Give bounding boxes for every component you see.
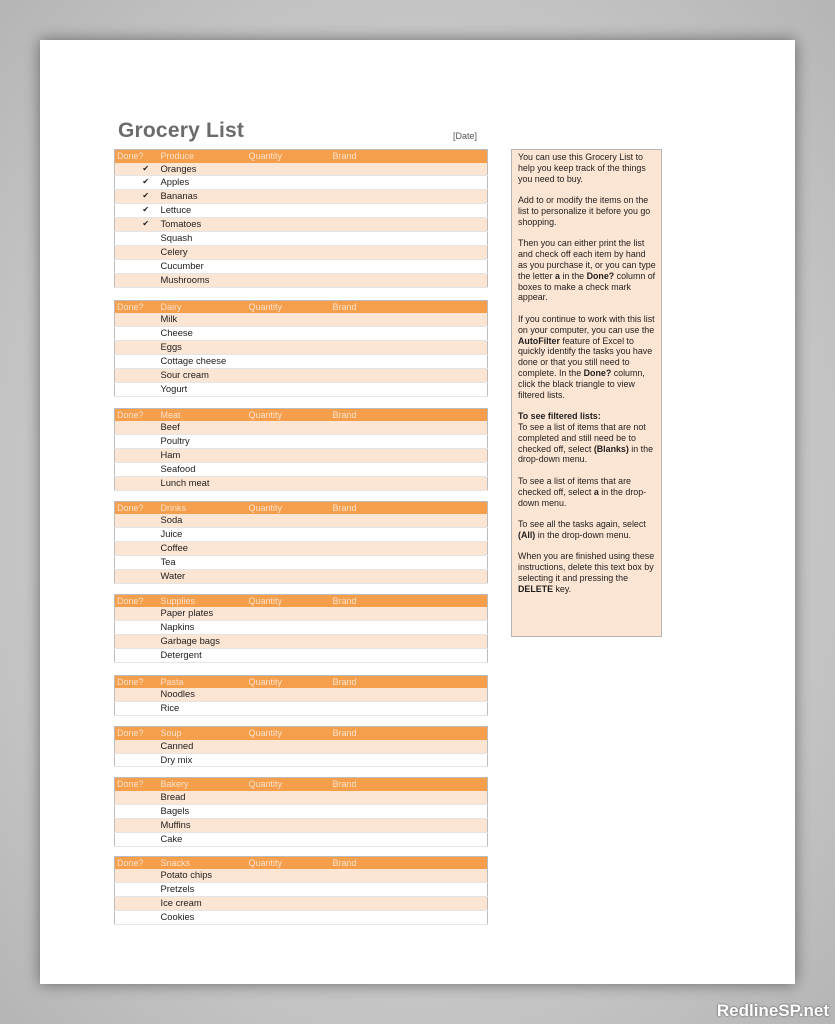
- instructions-paragraph: When you are finished using these instructions, delete this text box by selecting it and pressing the DELETE key.: [518, 551, 655, 594]
- table-header: [115, 150, 488, 163]
- brand-cell[interactable]: [331, 882, 488, 896]
- table-row: [115, 702, 488, 716]
- brand-cell[interactable]: [331, 569, 488, 583]
- item-name[interactable]: Paper plates: [159, 607, 247, 620]
- quantity-cell[interactable]: [247, 368, 331, 382]
- brand-cell[interactable]: [331, 204, 488, 218]
- done-cell[interactable]: [115, 804, 159, 818]
- quantity-cell[interactable]: [247, 421, 331, 434]
- table-row: [115, 435, 488, 449]
- quantity-cell[interactable]: [247, 910, 331, 924]
- table-row: [115, 354, 488, 368]
- table-row: [115, 869, 488, 882]
- brand-cell[interactable]: [331, 648, 488, 662]
- list-table-meat: [114, 408, 488, 491]
- header-done[interactable]: Done?: [115, 675, 159, 688]
- item-name[interactable]: Cucumber: [159, 259, 247, 273]
- item-name[interactable]: Celery: [159, 245, 247, 259]
- done-cell[interactable]: [115, 273, 159, 287]
- quantity-cell[interactable]: [247, 648, 331, 662]
- item-name[interactable]: Poultry: [159, 435, 247, 449]
- brand-cell[interactable]: [331, 621, 488, 635]
- grocery-lists: [114, 149, 487, 925]
- quantity-cell[interactable]: [247, 791, 331, 804]
- done-cell[interactable]: [115, 882, 159, 896]
- brand-cell[interactable]: [331, 476, 488, 490]
- brand-cell[interactable]: [331, 804, 488, 818]
- checkmark-icon[interactable]: ✔: [115, 176, 159, 190]
- table-row: [115, 648, 488, 662]
- item-name[interactable]: Milk: [159, 313, 247, 326]
- quantity-cell[interactable]: [247, 753, 331, 767]
- checkmark-icon[interactable]: ✔: [115, 190, 159, 204]
- header-quantity: Quantity: [247, 594, 331, 607]
- quantity-cell[interactable]: [247, 882, 331, 896]
- quantity-cell[interactable]: [247, 476, 331, 490]
- brand-cell[interactable]: [331, 514, 488, 527]
- item-name[interactable]: Mushrooms: [159, 273, 247, 287]
- table-row: [115, 163, 488, 176]
- quantity-cell[interactable]: [247, 555, 331, 569]
- header-quantity: Quantity: [247, 727, 331, 740]
- table-row: [115, 176, 488, 190]
- quantity-cell[interactable]: [247, 245, 331, 259]
- header-quantity: Quantity: [247, 856, 331, 869]
- header-quantity: Quantity: [247, 150, 331, 163]
- header-category: Bakery: [159, 778, 247, 791]
- table-row: [115, 382, 488, 396]
- list-table-pasta: [114, 675, 488, 716]
- header-done[interactable]: Done?: [115, 300, 159, 313]
- table-row: [115, 634, 488, 648]
- item-name[interactable]: Bananas: [159, 190, 247, 204]
- done-cell[interactable]: [115, 555, 159, 569]
- quantity-cell[interactable]: [247, 327, 331, 341]
- item-name[interactable]: Tomatoes: [159, 218, 247, 232]
- header-done[interactable]: Done?: [115, 408, 159, 421]
- table-row: [115, 607, 488, 620]
- header-brand: Brand: [331, 300, 488, 313]
- quantity-cell[interactable]: [247, 435, 331, 449]
- item-name[interactable]: Water: [159, 569, 247, 583]
- item-name[interactable]: Cheese: [159, 327, 247, 341]
- table-row: [115, 791, 488, 804]
- quantity-cell[interactable]: [247, 218, 331, 232]
- done-cell[interactable]: [115, 245, 159, 259]
- table-row: [115, 740, 488, 753]
- quantity-cell[interactable]: [247, 528, 331, 542]
- table-header: [115, 856, 488, 869]
- header-category: Dairy: [159, 300, 247, 313]
- brand-cell[interactable]: [331, 702, 488, 716]
- done-cell[interactable]: [115, 382, 159, 396]
- header-category: Drinks: [159, 501, 247, 514]
- quantity-cell[interactable]: [247, 340, 331, 354]
- brand-cell[interactable]: [331, 528, 488, 542]
- instructions-paragraph: To see all the tasks again, select (All) in the drop-down menu.: [518, 519, 646, 540]
- item-name[interactable]: Pretzels: [159, 882, 247, 896]
- quantity-cell[interactable]: [247, 204, 331, 218]
- quantity-cell[interactable]: [247, 382, 331, 396]
- table-row: [115, 621, 488, 635]
- header-brand: Brand: [331, 594, 488, 607]
- item-name[interactable]: Bagels: [159, 804, 247, 818]
- table-header: [115, 408, 488, 421]
- list-table-snacks: [114, 856, 488, 925]
- table-row: [115, 448, 488, 462]
- checkmark-icon[interactable]: ✔: [115, 204, 159, 218]
- done-cell[interactable]: [115, 621, 159, 635]
- item-name[interactable]: Rice: [159, 702, 247, 716]
- item-name[interactable]: Noodles: [159, 688, 247, 701]
- header-category: Meat: [159, 408, 247, 421]
- table-row: [115, 476, 488, 490]
- done-cell[interactable]: [115, 818, 159, 832]
- item-name[interactable]: Lettuce: [159, 204, 247, 218]
- table-row: [115, 462, 488, 476]
- brand-cell[interactable]: [331, 832, 488, 846]
- quantity-cell[interactable]: [247, 163, 331, 176]
- table-row: [115, 421, 488, 434]
- header-quantity: Quantity: [247, 501, 331, 514]
- done-cell[interactable]: [115, 313, 159, 326]
- table-row: [115, 541, 488, 555]
- table-row: [115, 273, 488, 287]
- item-name[interactable]: Oranges: [159, 163, 247, 176]
- brand-cell[interactable]: [331, 910, 488, 924]
- list-table-supplies: [114, 594, 488, 663]
- brand-cell[interactable]: [331, 163, 488, 176]
- table-row: [115, 218, 488, 232]
- table-row: [115, 514, 488, 527]
- table-header: [115, 778, 488, 791]
- brand-cell[interactable]: [331, 791, 488, 804]
- item-name[interactable]: Potato chips: [159, 869, 247, 882]
- brand-cell[interactable]: [331, 688, 488, 701]
- header-category: Soup: [159, 727, 247, 740]
- done-cell[interactable]: [115, 634, 159, 648]
- list-table-bakery: [114, 777, 488, 846]
- brand-cell[interactable]: [331, 634, 488, 648]
- done-cell[interactable]: [115, 740, 159, 753]
- header-quantity: Quantity: [247, 778, 331, 791]
- brand-cell[interactable]: [331, 818, 488, 832]
- item-name[interactable]: Cake: [159, 832, 247, 846]
- done-cell[interactable]: [115, 368, 159, 382]
- quantity-cell[interactable]: [247, 702, 331, 716]
- item-name[interactable]: Seafood: [159, 462, 247, 476]
- header-done[interactable]: Done?: [115, 594, 159, 607]
- done-cell[interactable]: [115, 688, 159, 701]
- header-brand: Brand: [331, 856, 488, 869]
- item-name[interactable]: Coffee: [159, 541, 247, 555]
- item-name[interactable]: Canned: [159, 740, 247, 753]
- quantity-cell[interactable]: [247, 869, 331, 882]
- item-name[interactable]: Eggs: [159, 340, 247, 354]
- brand-cell[interactable]: [331, 218, 488, 232]
- item-name[interactable]: Sour cream: [159, 368, 247, 382]
- done-cell[interactable]: [115, 232, 159, 246]
- header-quantity: Quantity: [247, 675, 331, 688]
- date-field[interactable]: [Date]: [453, 131, 478, 141]
- item-name[interactable]: Yogurt: [159, 382, 247, 396]
- item-name[interactable]: Juice: [159, 528, 247, 542]
- page-title: Grocery List: [118, 119, 245, 142]
- quantity-cell[interactable]: [247, 607, 331, 620]
- done-cell[interactable]: [115, 340, 159, 354]
- table-row: [115, 832, 488, 846]
- brand-cell[interactable]: [331, 462, 488, 476]
- table-row: [115, 327, 488, 341]
- item-name[interactable]: Ice cream: [159, 896, 247, 910]
- item-name[interactable]: Soda: [159, 514, 247, 527]
- brand-cell[interactable]: [331, 340, 488, 354]
- header-category: Pasta: [159, 675, 247, 688]
- table-row: [115, 259, 488, 273]
- item-name[interactable]: Squash: [159, 232, 247, 246]
- table-row: [115, 896, 488, 910]
- brand-cell[interactable]: [331, 327, 488, 341]
- table-header: [115, 675, 488, 688]
- quantity-cell[interactable]: [247, 634, 331, 648]
- header-category: Snacks: [159, 856, 247, 869]
- brand-cell[interactable]: [331, 435, 488, 449]
- brand-cell[interactable]: [331, 382, 488, 396]
- item-name[interactable]: Garbage bags: [159, 634, 247, 648]
- item-name[interactable]: Cookies: [159, 910, 247, 924]
- table-header: [115, 300, 488, 313]
- done-cell[interactable]: [115, 541, 159, 555]
- done-cell[interactable]: [115, 476, 159, 490]
- item-name[interactable]: Dry mix: [159, 753, 247, 767]
- item-name[interactable]: Detergent: [159, 648, 247, 662]
- item-name[interactable]: Napkins: [159, 621, 247, 635]
- header-category: Produce: [159, 150, 247, 163]
- quantity-cell[interactable]: [247, 232, 331, 246]
- quantity-cell[interactable]: [247, 818, 331, 832]
- quantity-cell[interactable]: [247, 541, 331, 555]
- header-brand: Brand: [331, 501, 488, 514]
- checkmark-icon[interactable]: ✔: [115, 163, 159, 176]
- done-cell[interactable]: [115, 832, 159, 846]
- item-name[interactable]: Bread: [159, 791, 247, 804]
- header-done[interactable]: Done?: [115, 778, 159, 791]
- instructions-paragraph: To see filtered lists: To see a list of items that are not completed and still need be to checked off, select (Blanks) in the drop-down menu.: [518, 411, 654, 465]
- brand-cell[interactable]: [331, 448, 488, 462]
- done-cell[interactable]: [115, 791, 159, 804]
- header-done[interactable]: Done?: [115, 727, 159, 740]
- brand-cell[interactable]: [331, 555, 488, 569]
- table-header: [115, 727, 488, 740]
- item-name[interactable]: Apples: [159, 176, 247, 190]
- item-name[interactable]: Lunch meat: [159, 476, 247, 490]
- table-row: [115, 804, 488, 818]
- instructions-paragraph: Then you can either print the list and check off each item by hand as you purchase it, or you can type the letter a in the Done? column of boxes to make a check mark appear.: [518, 238, 656, 303]
- instructions-box: [511, 149, 662, 637]
- header-done[interactable]: Done?: [115, 856, 159, 869]
- table-header: [115, 594, 488, 607]
- done-cell[interactable]: [115, 702, 159, 716]
- quantity-cell[interactable]: [247, 514, 331, 527]
- brand-cell[interactable]: [331, 232, 488, 246]
- brand-cell[interactable]: [331, 368, 488, 382]
- brand-cell[interactable]: [331, 245, 488, 259]
- instructions-paragraph: To see a list of items that are checked off, select a in the drop-down menu.: [518, 475, 647, 508]
- list-table-drinks: [114, 501, 488, 584]
- table-row: [115, 569, 488, 583]
- done-cell[interactable]: [115, 648, 159, 662]
- table-row: [115, 368, 488, 382]
- list-table-produce: [114, 149, 488, 288]
- header-brand: Brand: [331, 727, 488, 740]
- brand-cell[interactable]: [331, 869, 488, 882]
- header-done[interactable]: Done?: [115, 150, 159, 163]
- table-row: [115, 688, 488, 701]
- header-quantity: Quantity: [247, 300, 331, 313]
- brand-cell[interactable]: [331, 740, 488, 753]
- quantity-cell[interactable]: [247, 313, 331, 326]
- quantity-cell[interactable]: [247, 621, 331, 635]
- done-cell[interactable]: [115, 448, 159, 462]
- instructions-paragraph: If you continue to work with this list on your computer, you can use the AutoFilter feature of Excel to quickly identify the tasks you have done or that you still need to complete. In the Done? column, click the black triangle to view filtered lists.: [518, 313, 655, 400]
- watermark: RedlineSP.net: [716, 1001, 829, 1020]
- item-name[interactable]: Cottage cheese: [159, 354, 247, 368]
- brand-cell[interactable]: [331, 176, 488, 190]
- header-category: Supplies: [159, 594, 247, 607]
- header-quantity: Quantity: [247, 408, 331, 421]
- table-row: [115, 190, 488, 204]
- quantity-cell[interactable]: [247, 259, 331, 273]
- quantity-cell[interactable]: [247, 448, 331, 462]
- item-name[interactable]: Ham: [159, 448, 247, 462]
- header-brand: Brand: [331, 408, 488, 421]
- quantity-cell[interactable]: [247, 354, 331, 368]
- header-brand: Brand: [331, 150, 488, 163]
- table-header: [115, 501, 488, 514]
- quantity-cell[interactable]: [247, 190, 331, 204]
- table-row: [115, 818, 488, 832]
- quantity-cell[interactable]: [247, 804, 331, 818]
- done-cell[interactable]: [115, 607, 159, 620]
- list-table-dairy: [114, 300, 488, 397]
- item-name[interactable]: Tea: [159, 555, 247, 569]
- quantity-cell[interactable]: [247, 832, 331, 846]
- header-brand: Brand: [331, 778, 488, 791]
- done-cell[interactable]: [115, 435, 159, 449]
- quantity-cell[interactable]: [247, 740, 331, 753]
- brand-cell[interactable]: [331, 753, 488, 767]
- table-row: [115, 340, 488, 354]
- item-name[interactable]: Beef: [159, 421, 247, 434]
- done-cell[interactable]: [115, 514, 159, 527]
- table-row: [115, 232, 488, 246]
- done-cell[interactable]: [115, 421, 159, 434]
- brand-cell[interactable]: [331, 607, 488, 620]
- quantity-cell[interactable]: [247, 896, 331, 910]
- table-row: [115, 245, 488, 259]
- quantity-cell[interactable]: [247, 688, 331, 701]
- brand-cell[interactable]: [331, 354, 488, 368]
- done-cell[interactable]: [115, 528, 159, 542]
- header-done[interactable]: Done?: [115, 501, 159, 514]
- table-row: [115, 882, 488, 896]
- brand-cell[interactable]: [331, 190, 488, 204]
- table-row: [115, 313, 488, 326]
- document-page: [40, 40, 795, 984]
- table-row: [115, 910, 488, 924]
- table-row: [115, 753, 488, 767]
- done-cell[interactable]: [115, 753, 159, 767]
- header-brand: Brand: [331, 675, 488, 688]
- quantity-cell[interactable]: [247, 462, 331, 476]
- brand-cell[interactable]: [331, 541, 488, 555]
- done-cell[interactable]: [115, 869, 159, 882]
- done-cell[interactable]: [115, 259, 159, 273]
- quantity-cell[interactable]: [247, 569, 331, 583]
- table-row: [115, 555, 488, 569]
- done-cell[interactable]: [115, 327, 159, 341]
- list-table-soup: [114, 726, 488, 767]
- brand-cell[interactable]: [331, 273, 488, 287]
- table-row: [115, 528, 488, 542]
- done-cell[interactable]: [115, 354, 159, 368]
- brand-cell[interactable]: [331, 896, 488, 910]
- instructions-paragraph: Add to or modify the items on the list to personalize it before you go shopping.: [518, 195, 651, 227]
- quantity-cell[interactable]: [247, 273, 331, 287]
- instructions-paragraph: You can use this Grocery List to help you keep track of the things you need to buy.: [518, 152, 646, 184]
- done-cell[interactable]: [115, 896, 159, 910]
- item-name[interactable]: Muffins: [159, 818, 247, 832]
- brand-cell[interactable]: [331, 259, 488, 273]
- quantity-cell[interactable]: [247, 176, 331, 190]
- checkmark-icon[interactable]: ✔: [115, 218, 159, 232]
- done-cell[interactable]: [115, 910, 159, 924]
- done-cell[interactable]: [115, 569, 159, 583]
- brand-cell[interactable]: [331, 421, 488, 434]
- brand-cell[interactable]: [331, 313, 488, 326]
- done-cell[interactable]: [115, 462, 159, 476]
- table-row: [115, 204, 488, 218]
